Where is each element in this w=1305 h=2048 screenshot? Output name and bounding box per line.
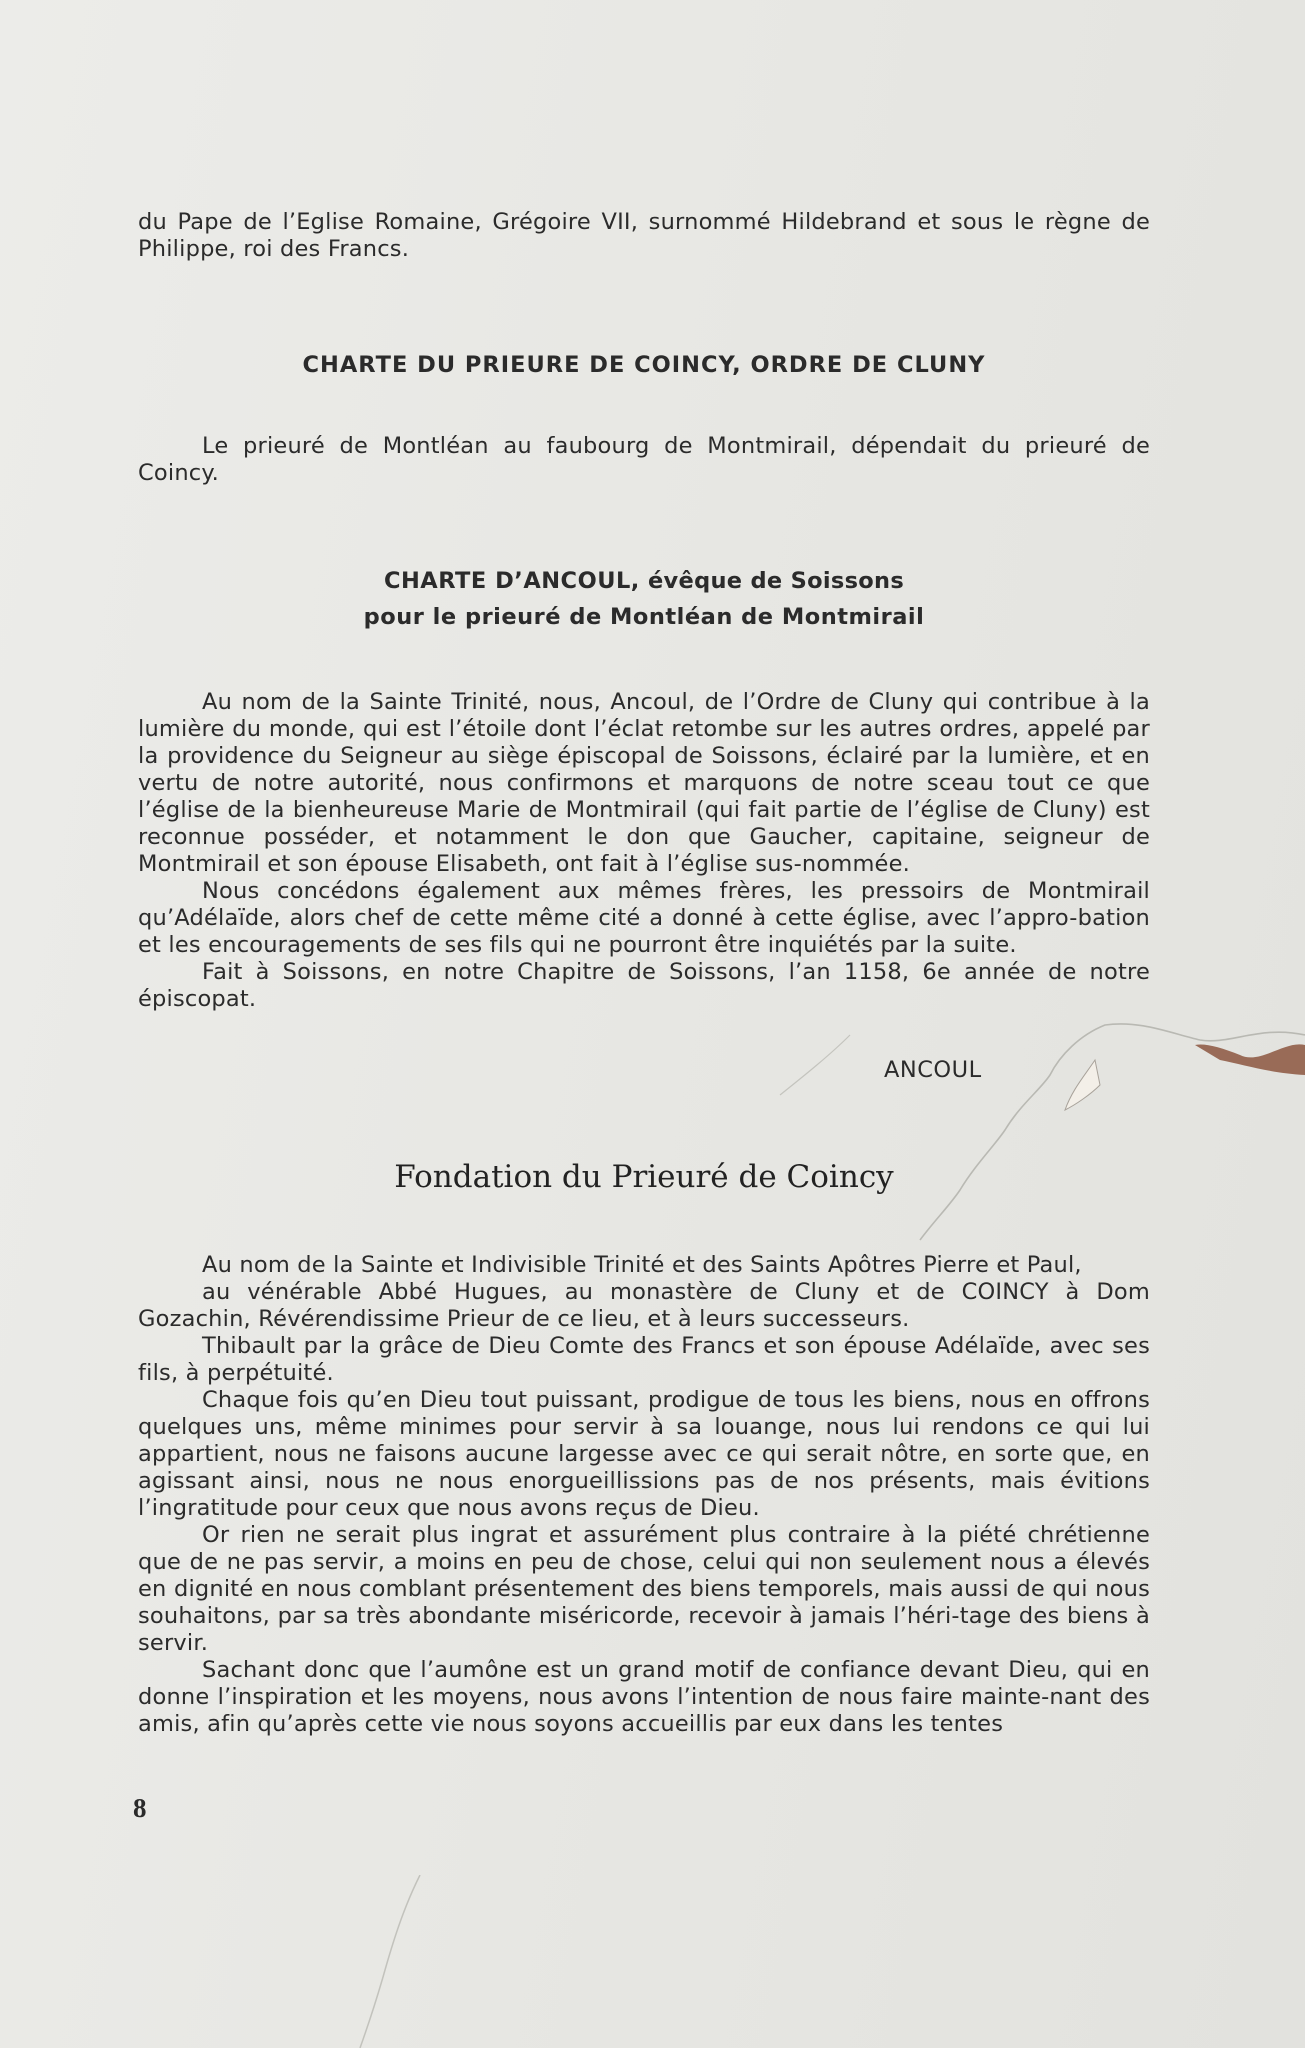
charte-ancoul-body (138, 689, 1150, 1013)
charte-ancoul-paragraph-3: Fait à Soissons, en notre Chapitre de Soissons, l’an 1158, 6e année de notre épiscopat. (138, 959, 1150, 1012)
charte-ancoul-title-rest: évêque de Soissons (639, 568, 905, 594)
page-bottom-crack (350, 1875, 430, 2048)
charte-coincy-heading: CHARTE DU PRIEURE DE COINCY, ORDRE DE CLUNY (302, 352, 986, 378)
fondation-paragraph-5: Or rien ne serait plus ingrat et assurément plus contraire à la piété chrétienne que de ne pas servir, a moins en peu de chose, celui qui non seulement nous a élevés en dignité en nous comblant présentement des biens temporels, mais aussi de qui nous souhaitons, par sa très abondante miséricorde, recevoir à jamais l’héri-tage des biens à servir. (138, 1522, 1150, 1656)
charte-coincy-text: Le prieuré de Montléan au faubourg de Montmirail, dépendait du prieuré de Coincy. (138, 433, 1150, 486)
charte-ancoul-paragraph-1: Au nom de la Sainte Trinité, nous, Ancoul, de l’Ordre de Cluny qui contribue à la lumière du monde, qui est l’étoile dont l’éclat retombe sur les autres ordres, appelé par la providence du Seigneur au siège épiscopal de Soissons, éclairé par la lumière, et en vertu de notre autorité, nous confirmons et marquons de notre sceau tout ce que l’église de la bienheureuse Marie de Montmirail (qui fait partie de l’église de Cluny) est reconnue posséder, et notamment le don que Gaucher, capitaine, seigneur de Montmirail et son épouse Elisabeth, ont fait à l’église sus-nommée. (138, 689, 1150, 877)
intro-text: du Pape de l’Eglise Romaine, Grégoire VII, surnommé Hildebrand et sous le règne de Philippe, roi des Francs. (138, 209, 1150, 262)
fondation-paragraph-2: au vénérable Abbé Hugues, au monastère de Cluny et de COINCY à Dom Gozachin, Révérendissime Prieur de ce lieu, et à leurs successeurs. (138, 1279, 1150, 1332)
charte-ancoul-title-bold: CHARTE D’ANCOUL, (383, 568, 640, 594)
page-number: 8 (133, 1793, 147, 1823)
charte-ancoul-subheading: pour le prieuré de Montléan de Montmirail (363, 604, 925, 630)
page-tear-crack (700, 995, 1305, 1255)
signature-ancoul: ANCOUL (884, 1057, 982, 1083)
fondation-paragraph-1: Au nom de la Sainte et Indivisible Trinité et des Saints Apôtres Pierre et Paul, (202, 1252, 1082, 1278)
fondation-paragraph-6: Sachant donc que l’aumône est un grand motif de confiance devant Dieu, qui en donne l’inspiration et les moyens, nous avons l’intention de nous faire mainte-nant des amis, afin qu’après cette vie nous soyons accueillis par eux dans les tentes (138, 1657, 1150, 1737)
charte-coincy-paragraph (138, 433, 1150, 487)
fondation-heading: Fondation du Prieuré de Coincy (394, 1159, 894, 1195)
charte-ancoul-paragraph-2: Nous concédons également aux mêmes frères, les pressoirs de Montmirail qu’Adélaïde, alors chef de cette même cité a donné à cette église, avec l’appro-bation et les encouragements de ses fils qui ne pourront être inquiétés par la suite. (138, 878, 1150, 958)
charte-ancoul-heading (138, 568, 1150, 594)
fondation-paragraph-4: Chaque fois qu’en Dieu tout puissant, prodigue de tous les biens, nous en offrons quelques uns, même minimes pour servir à sa louange, nous lui rendons ce qui lui appartient, nous ne faisons aucune largesse avec ce qui serait nôtre, en sorte que, en agissant ainsi, nous ne nous enorgueillissions pas de nos présents, mais évitions l’ingratitude pour ceux que nous avons reçus de Dieu. (138, 1387, 1150, 1521)
intro-paragraph (138, 209, 1150, 263)
fondation-paragraph-3: Thibault par la grâce de Dieu Comte des Francs et son épouse Adélaïde, avec ses fils, à perpétuité. (138, 1333, 1150, 1386)
fondation-body (138, 1252, 1150, 1738)
